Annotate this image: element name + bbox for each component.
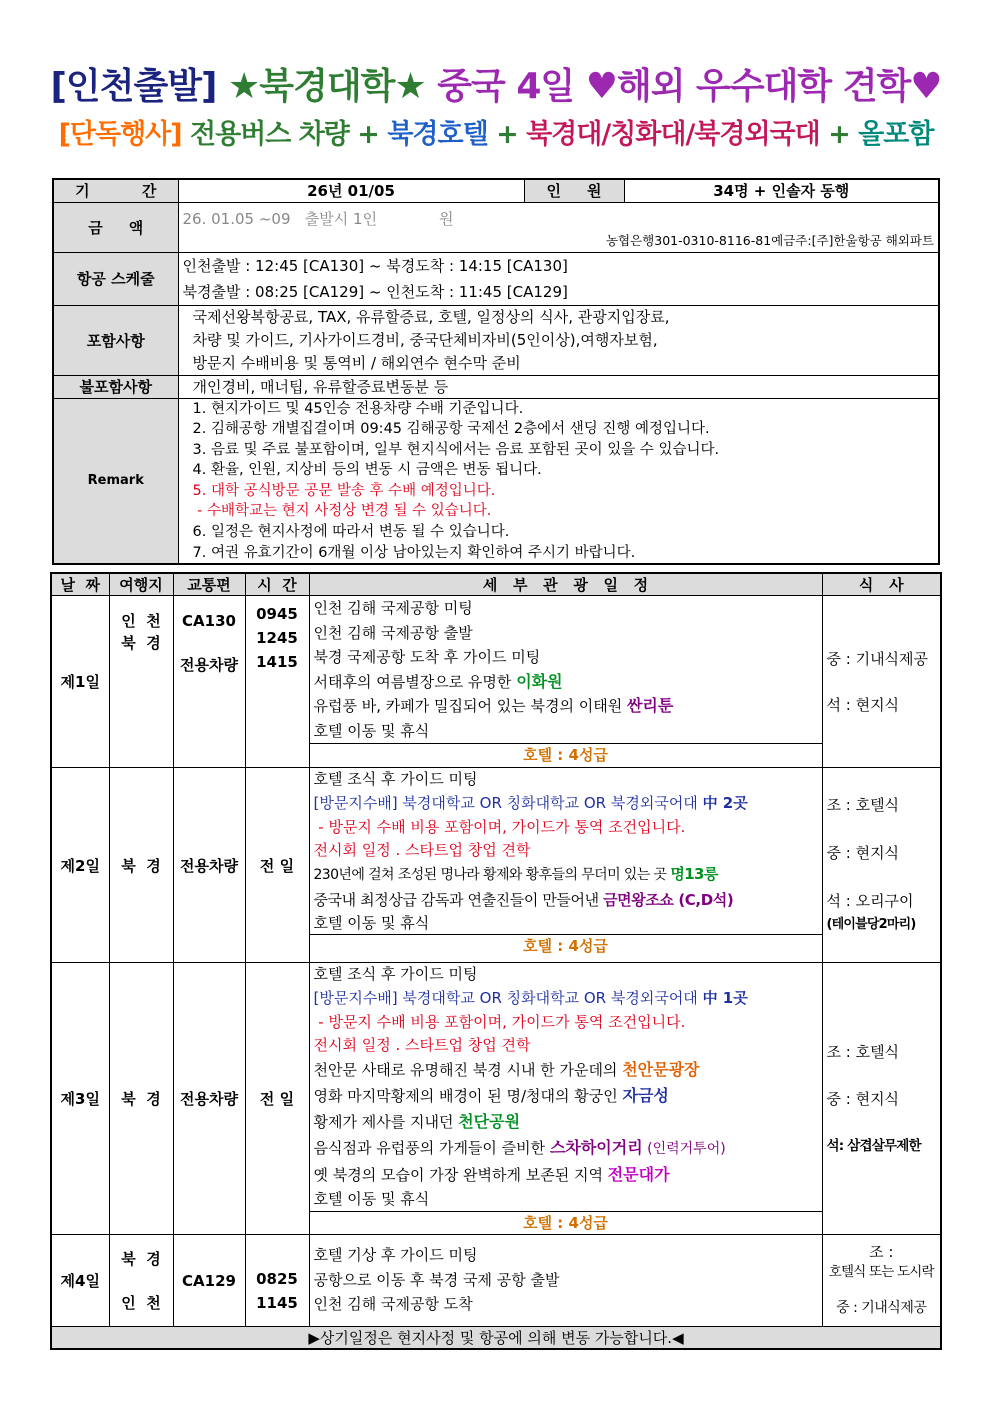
highlight-place: 이화원: [516, 671, 563, 691]
price-label: 금 액: [53, 202, 178, 252]
excluded-label: 불포함사항: [53, 375, 178, 398]
meal-cell: 조 : 호텔식 중 : 현지식 석: 삼겹살무제한: [822, 963, 941, 1235]
day-label: 제1일: [51, 596, 109, 768]
highlight-place: 천단공원: [458, 1112, 521, 1131]
day-row: [51, 596, 941, 768]
highlight-place: 전문대가: [607, 1165, 670, 1184]
place-cell: 인 천 북 경: [109, 596, 173, 768]
remark-label: Remark: [53, 398, 178, 564]
day-label: 제4일: [51, 1235, 109, 1327]
hotel-grade: 호텔 : 4성급: [310, 934, 822, 957]
highlight-place: 스차하이거리: [549, 1138, 643, 1157]
header-transport: 교통편: [173, 573, 245, 596]
time-cell: 0945 1245 1415: [245, 596, 309, 768]
period-value: 26년 01/05: [178, 179, 524, 202]
title-china: 중국 4일: [437, 66, 575, 107]
page-title: [0, 58, 992, 109]
remark-line: 1. 현지가이드 및 45인승 전용차량 수배 기준입니다.: [192, 400, 524, 417]
title-tour: ♥해외 우수대학 견학♥: [585, 66, 942, 107]
subtitle-universities: 북경대/칭화대/북경외국대: [526, 119, 820, 150]
included-label: 포함사항: [53, 305, 178, 375]
remark-line: - 수배학교는 현지 사정상 변경 될 수 있습니다.: [192, 503, 492, 520]
header-itinerary: 세 부 관 광 일 정: [309, 573, 822, 596]
remark-line: 2. 김해공항 개별집결이며 09:45 김해공항 국제선 2층에서 샌딩 진행 예정입니다.: [192, 421, 710, 438]
remark-line: 6. 일정은 현지사정에 따라서 변동 될 수 있습니다.: [192, 524, 510, 541]
included-line: 방문지 수배비용 및 통역비 / 해외연수 현수막 준비: [192, 353, 521, 372]
transport-cell: 전용차량: [173, 963, 245, 1235]
itinerary-cell: 호텔 기상 후 가이드 미팅 공항으로 이동 후 북경 국제 공항 출발 인천 김해 국제공항 도착: [309, 1235, 822, 1327]
itinerary-cell: 호텔 조식 후 가이드 미팅 [방문지수배] 북경대학교 OR 칭화대학교 OR 북경외국어대 中 2곳 - 방문지 수배 비용 포함이며, 가이드가 통역 조건입니다. 전시회 일정 . 스타트업 창업 견학 230년에 걸쳐 조성된 명나라 황제와 황후들의 무더미 있는 곳 명13릉 중국내 최정상급 감독과 연출진들이 만들어낸 금면왕조쇼 (C,D석) 호텔 이동 및 휴식 호텔 : 4성급: [309, 768, 822, 963]
highlight-place: 천안문광장: [622, 1060, 700, 1079]
time-cell: 0825 1145: [245, 1235, 309, 1327]
subtitle-all-included: 올포함: [858, 119, 934, 150]
transport-cell: 전용차량: [173, 768, 245, 963]
highlight-count: 中 1곳: [702, 989, 748, 1007]
day-label: 제3일: [51, 963, 109, 1235]
price-cell: [178, 202, 939, 252]
schedule-footer-note: ▶상기일정은 현지사정 및 항공에 의해 변동 가능합니다.◀: [51, 1327, 941, 1350]
highlight-place: 자금성: [622, 1086, 669, 1105]
remark-line: 5. 대학 공식방문 공문 발송 후 수배 예정입니다.: [192, 482, 496, 499]
subtitle-plus: +: [496, 119, 518, 150]
place-cell: 북 경: [109, 768, 173, 963]
place-cell: 북 경 인 천: [109, 1235, 173, 1327]
transport-cell: CA129: [173, 1235, 245, 1327]
people-label: 인 원: [524, 179, 624, 202]
remark-line: 4. 환율, 인원, 지상비 등의 변동 시 금액은 변동 됩니다.: [192, 462, 542, 479]
bank-account: 농협은행301-0310-8116-81예금주:[주]한울항공 해외파트: [605, 232, 934, 248]
included-line: 국제선왕복항공료, TAX, 유류할증료, 호텔, 일정상의 식사, 관광지입장료,: [192, 307, 670, 326]
people-value: 34명 + 인솔자 동행: [624, 179, 939, 202]
page-subtitle: [0, 112, 992, 151]
day-row: [51, 768, 941, 963]
header-meals: 식 사: [822, 573, 941, 596]
included-line: 차량 및 가이드, 기사가이드경비, 중국단체비자비(5인이상),여행자보험,: [192, 330, 658, 349]
info-table: [52, 178, 940, 565]
meal-cell: 중 : 기내식제공 석 : 현지식: [822, 596, 941, 768]
day-row: [51, 963, 941, 1235]
period-label: 기 간: [53, 179, 178, 202]
header-place: 여행지: [109, 573, 173, 596]
remark-line: 7. 여권 유효기간이 6개월 이상 남아있는지 확인하여 주시기 바랍니다.: [192, 544, 636, 561]
header-time: 시 간: [245, 573, 309, 596]
highlight-place: 금면왕조쇼 (C,D석): [603, 890, 734, 909]
subtitle-private: [단독행사]: [58, 119, 182, 150]
header-date: 날 짜: [51, 573, 109, 596]
schedule-header-row: [51, 573, 941, 596]
time-cell: 전 일: [245, 963, 309, 1235]
flight-cell: [178, 252, 939, 305]
hotel-grade: 호텔 : 4성급: [310, 743, 822, 766]
schedule-table: [50, 572, 942, 1350]
price-value: 26. 01.05 ~09 출발시 1인 원: [182, 209, 454, 228]
time-cell: 전 일: [245, 768, 309, 963]
transport-cell: CA130 전용차량: [173, 596, 245, 768]
included-cell: [178, 305, 939, 375]
day-label: 제2일: [51, 768, 109, 963]
meal-cell: 조 : 호텔식 중 : 현지식 석 : 오리구이 (테이블당2마리): [822, 768, 941, 963]
title-university: ★북경대학★: [228, 66, 426, 107]
title-departure: [인천출발]: [50, 66, 217, 107]
hotel-grade: 호텔 : 4성급: [310, 1211, 822, 1234]
footer-row: [51, 1327, 941, 1350]
itinerary-cell: 호텔 조식 후 가이드 미팅 [방문지수배] 북경대학교 OR 칭화대학교 OR 북경외국어대 中 1곳 - 방문지 수배 비용 포함이며, 가이드가 통역 조건입니다. 전시회 일정 . 스타트업 창업 견학 천안문 사태로 유명해진 북경 시내 한 가운데의 천안문광장 영화 마지막황제의 배경이 된 명/청대의 황궁인 자금성 황제가 제사를 지내던 천단공원 음식점과 유럽풍의 가게들이 즐비한 스차하이거리 (인력거투어) 옛 북경의 모습이 가장 완벽하게 보존된 지역 전문대가 호텔 이동 및 휴식 호텔 : 4성급: [309, 963, 822, 1235]
subtitle-bus: 전용버스 차량 +: [190, 119, 379, 150]
flight-label: 항공 스케줄: [53, 252, 178, 305]
excluded-value: 개인경비, 매너팁, 유류할증료변동분 등: [178, 375, 939, 398]
remark-line: 3. 음료 및 주료 불포함이며, 일부 현지식에서는 음료 포함된 곳이 있을 수 있습니다.: [192, 441, 720, 458]
meal-cell: 조 : 호텔식 또는 도시락 중 : 기내식제공: [822, 1235, 941, 1327]
subtitle-plus2: +: [828, 119, 850, 150]
subtitle-hotel: 북경호텔: [387, 119, 488, 150]
flight-outbound: 인천출발 : 12:45 [CA130] ~ 북경도착 : 14:15 [CA130]: [182, 256, 568, 275]
highlight-count: 中 2곳: [702, 794, 748, 812]
remark-cell: [178, 398, 939, 564]
day-row: [51, 1235, 941, 1327]
place-cell: 북 경: [109, 963, 173, 1235]
highlight-place: 싼리툰: [626, 696, 674, 715]
flight-return: 북경출발 : 08:25 [CA129] ~ 인천도착 : 11:45 [CA129]: [182, 282, 568, 301]
itinerary-cell: 인천 김해 국제공항 미팅 인천 김해 국제공항 출발 북경 국제공항 도착 후 가이드 미팅 서태후의 여름별장으로 유명한 이화원 유럽풍 바, 카페가 밀집되어 있는 북경의 이태원 싼리툰 호텔 이동 및 휴식 호텔 : 4성급: [309, 596, 822, 768]
highlight-place: 명13릉: [670, 865, 718, 883]
